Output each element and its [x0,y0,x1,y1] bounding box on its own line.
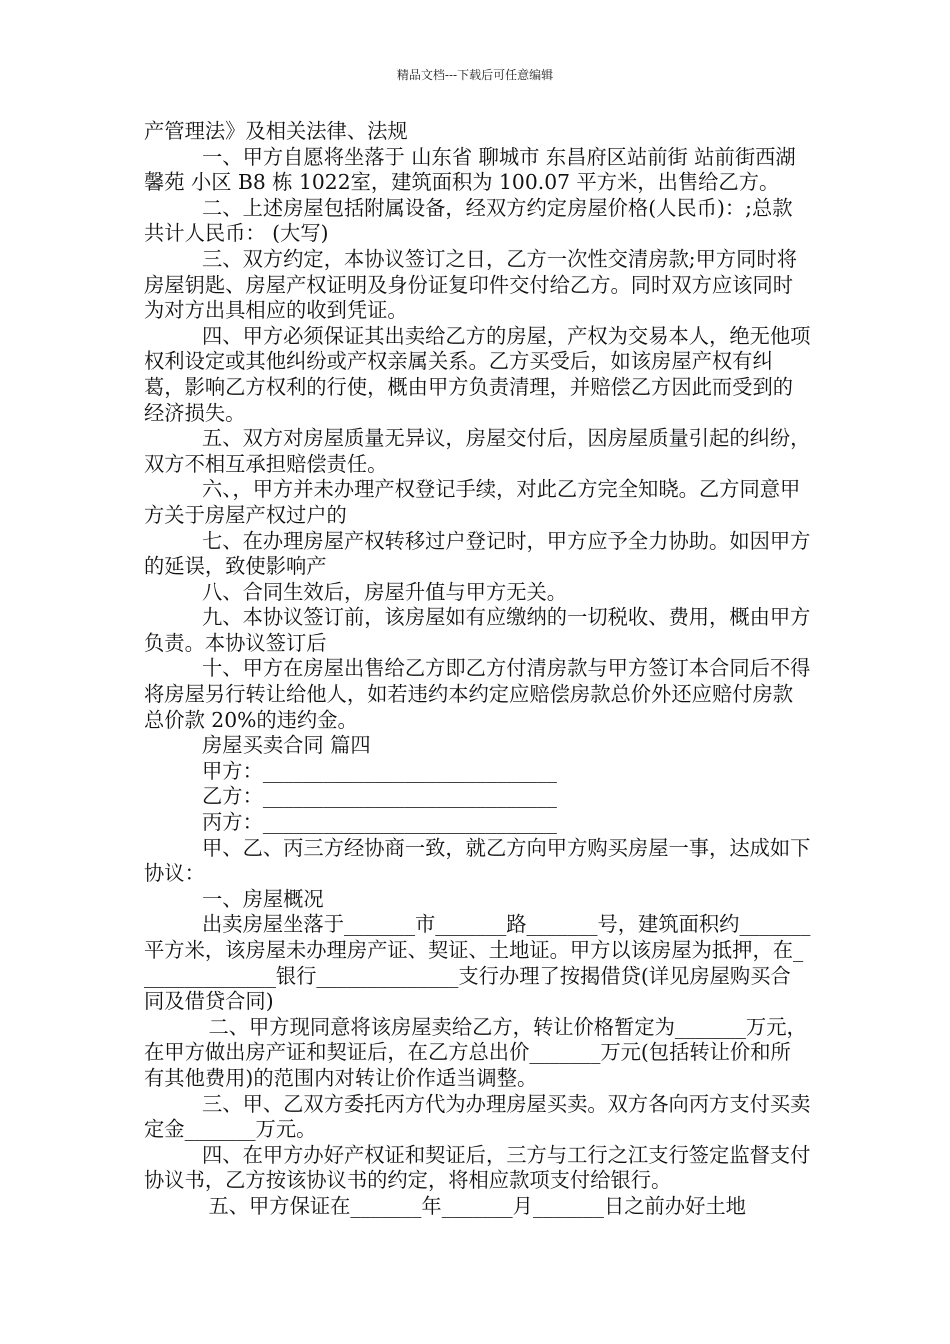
party-a-line: 甲方：_____________________________ [202,758,557,783]
paragraph: 七、在办理房屋产权转移过户登记时，甲方应予全力协助。如因甲方的延误，致使影响产 [144,528,811,579]
paragraph: 三、甲、乙双方委托丙方代为办理房屋买卖。双方各向丙方支付买卖定金_______万元。 [144,1091,811,1142]
paragraph: 四、甲方必须保证其出卖给乙方的房屋，产权为交易本人，绝无他项权利设定或其他纠纷或产权亲属关系。乙方买受后，如该房屋产权有纠葛，影响乙方权利的行使，概由甲方负责清理，并赔偿乙方因此而受到的经济损失。 [144,323,811,425]
party-b-line: 乙方：_____________________________ [202,784,557,809]
paragraph: 九、本协议签订前，该房屋如有应缴纳的一切税收、费用，概由甲方负责。本协议签订后 [144,605,811,655]
paragraph: 四、在甲方办好产权证和契证后，三方与工行之江支行签定监督支付协议书，乙方按该协议书的约定，将相应款项支付给银行。 [144,1142,811,1193]
paragraph: 五、双方对房屋质量无异议，房屋交付后，因房屋质量引起的纠纷，双方不相互承担赔偿责任。 [144,426,811,476]
paragraph: 产管理法》及相关法律、法规 [144,119,408,143]
paragraph: 十、甲方在房屋出售给乙方即乙方付清房款与甲方签订本合同后不得将房屋另行转让给他人，如若违约本约定应赔偿房款总价外还应赔付房款总价款 20%的违约金。 [144,656,811,732]
section-title: 房屋买卖合同 篇四 [202,733,371,758]
paragraph: 出卖房屋坐落于_______市_______路_______号，建筑面积约_______平方米，该房屋未办理房产证、契证、土地证。甲方以该房屋为抵押，在______________银行______________支行办理了按揭借贷(详见房屋购买合同及借贷合同) [144,912,811,1014]
paragraph: 二、上述房屋包括附属设备，经双方约定房屋价格(人民币)：;总款共计人民币： (大写) [144,195,793,246]
paragraph: 八、合同生效后，房屋升值与甲方无关。 [202,579,568,604]
paragraph: 一、房屋概况 [202,886,324,911]
paragraph: 一、甲方自愿将坐落于 山东省 聊城市 东昌府区站前街 站前街西湖馨苑 小区 B8 栋 1022室，建筑面积为 100.07 平方米，出售给乙方。 [144,144,796,195]
document-body [144,119,811,1220]
party-c-line: 丙方：_____________________________ [202,810,557,835]
paragraph: 六、，甲方并未办理产权登记手续，对此乙方完全知晓。乙方同意甲方关于房屋产权过户的 [144,477,801,527]
paragraph: 五、甲方保证在_______年_______月_______日之前办好土地 [202,1193,746,1218]
page-header: 精品文档---下载后可任意编辑 [396,68,554,82]
paragraph: 三、双方约定，本协议签订之日，乙方一次性交清房款;甲方同时将房屋钥匙、房屋产权证明及身份证复印件交付给乙方。同时双方应该同时为对方出具相应的收到凭证。 [144,246,797,323]
paragraph: 二、甲方现同意将该房屋卖给乙方，转让价格暂定为_______万元，在甲方做出房产证和契证后，在乙方总出价_______万元(包括转让价和所有其他费用)的范围内对转让价作适当调整。 [144,1014,807,1090]
paragraph: 甲、乙、丙三方经协商一致，就乙方向甲方购买房屋一事，达成如下协议： [144,835,811,886]
